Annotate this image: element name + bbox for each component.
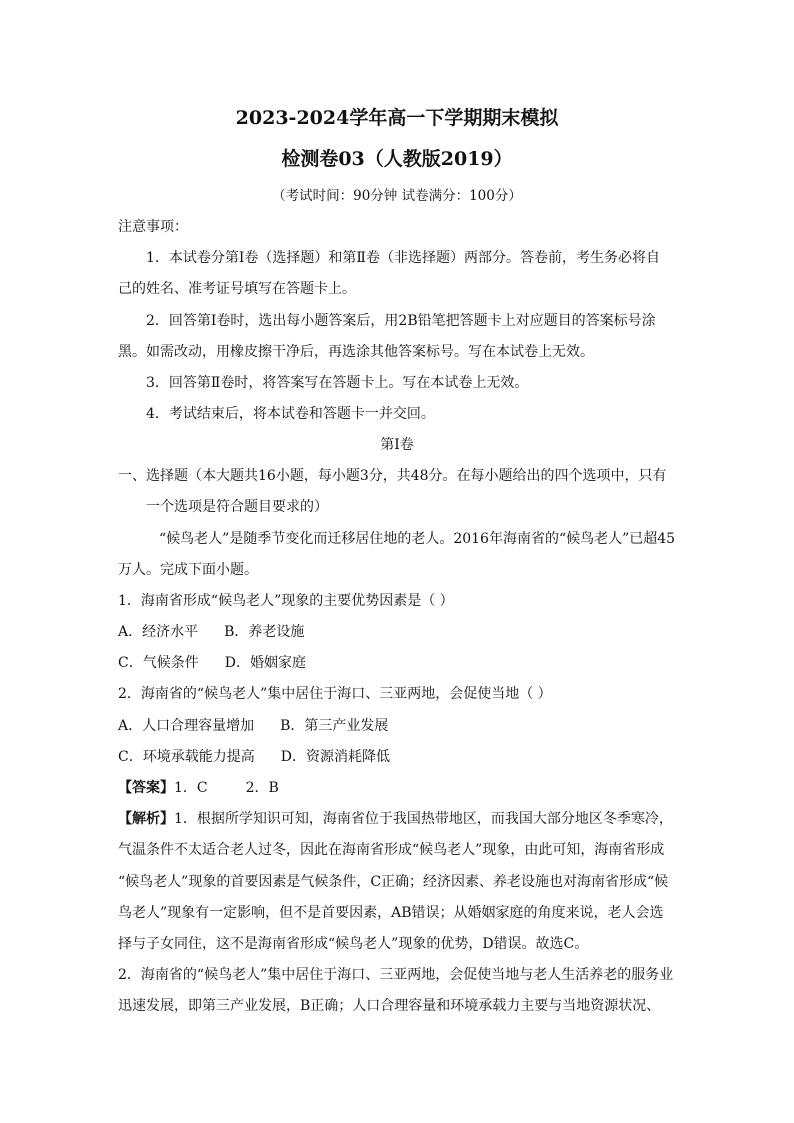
note-item-3: 3．回答第Ⅱ卷时，将答案写在答题卡上。写在本试卷上无效。 xyxy=(146,375,529,391)
note-item-2-line-1: 2．回答第Ⅰ卷时，选出每小题答案后，用2B铅笔把答题卡上对应题目的答案标号涂 xyxy=(146,313,656,329)
question-2-option-c: C．环境承载能力提高 xyxy=(118,749,255,765)
analysis-label: 【解析】 xyxy=(118,811,174,827)
analysis-p1-line-3: “候鸟老人”现象的首要因素是气候条件，C正确；经济因素、养老设施也对海南省形成“候 xyxy=(118,874,669,890)
answer-1: 1．C xyxy=(174,780,208,796)
note-item-4: 4．考试结束后，将本试卷和答题卡一并交回。 xyxy=(146,406,435,422)
passage-line-1: “候鸟老人”是随季节变化而迁移居住地的老人。2016年海南省的“候鸟老人”已超45 xyxy=(159,531,676,547)
question-2-option-a: A．人口合理容量增加 xyxy=(118,718,255,734)
passage-line-2: 万人。完成下面小题。 xyxy=(118,562,258,578)
section-heading-line-1: 一、选择题（本大题共16小题，每小题3分，共48分。在每小题给出的四个选项中，只有 xyxy=(118,468,667,484)
question-2-options-row-2 xyxy=(118,747,678,767)
section-heading-line-2: 一个选项是符合题目要求的） xyxy=(146,499,328,515)
volume-title: 第Ⅰ卷 xyxy=(380,437,414,453)
notes-heading: 注意事项： xyxy=(118,219,188,235)
analysis-p2-line-1: 2．海南省的“候鸟老人”集中居住于海口、三亚两地，会促使当地与老人生活养老的服务业 xyxy=(118,967,674,983)
answer-label: 【答案】 xyxy=(118,780,174,796)
question-1-option-b: B．养老设施 xyxy=(224,624,305,640)
analysis-p1-line-1: 1．根据所学知识可知，海南省位于我国热带地区，而我国大部分地区冬季寒冷， xyxy=(174,811,673,827)
document-title-line2: 检测卷03（人教版2019） xyxy=(281,148,513,170)
analysis-p1-line-5: 择与子女同住，这不是海南省形成“候鸟老人”现象的优势，D错误。故选C。 xyxy=(118,936,589,952)
answer-line xyxy=(118,778,678,798)
answer-2: 2．B xyxy=(245,780,279,796)
question-1-options-row-2 xyxy=(118,653,678,673)
document-title-line1: 2023-2024学年高一下学期期末模拟 xyxy=(235,107,559,129)
note-item-2-line-2: 黑。如需改动，用橡皮擦干净后，再选涂其他答案标号。写在本试卷上无效。 xyxy=(118,344,594,360)
question-1-options-row-1 xyxy=(118,622,678,642)
note-item-1-line-1: 1．本试卷分第Ⅰ卷（选择题）和第Ⅱ卷（非选择题）两部分。答卷前，考生务必将自 xyxy=(146,250,660,266)
question-2-option-d: D．资源消耗降低 xyxy=(280,749,390,765)
analysis-line-1 xyxy=(118,809,678,829)
analysis-p1-line-4: 鸟老人”现象有一定影响，但不是首要因素，AB错误；从婚姻家庭的角度来说，老人会选 xyxy=(118,905,664,921)
question-2-stem: 2．海南省的“候鸟老人”集中居住于海口、三亚两地，会促使当地（ ） xyxy=(118,686,552,702)
question-2-option-b: B．第三产业发展 xyxy=(280,718,389,734)
question-1-option-c: C．气候条件 xyxy=(118,655,199,671)
analysis-p1-line-2: 气温条件不太适合老人过冬，因此在海南省形成“候鸟老人”现象，由此可知，海南省形成 xyxy=(118,842,665,858)
question-2-options-row-1 xyxy=(118,716,678,736)
question-1-stem: 1．海南省形成“候鸟老人”现象的主要优势因素是（ ） xyxy=(118,593,454,609)
question-1-option-d: D．婚姻家庭 xyxy=(224,655,306,671)
analysis-p2-line-2: 迅速发展，即第三产业发展，B正确；人口合理容量和环境承载力主要与当地资源状况、 xyxy=(118,998,661,1014)
question-1-option-a: A．经济水平 xyxy=(118,624,199,640)
exam-info: （考试时间：90分钟 试卷满分：100分） xyxy=(272,188,522,204)
note-item-1-line-2: 己的姓名、准考证号填写在答题卡上。 xyxy=(118,281,356,297)
